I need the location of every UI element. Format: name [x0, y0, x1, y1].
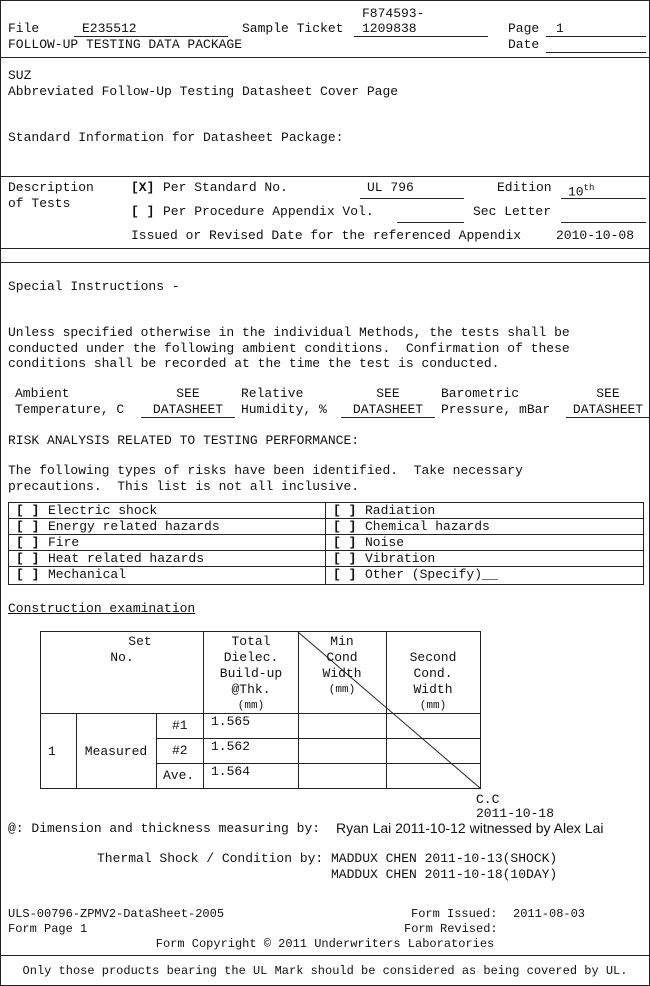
risk-label: Heat related hazards: [48, 551, 205, 566]
col-second-header: Cond.: [413, 666, 453, 681]
form-page: Form Page 1: [8, 922, 88, 936]
col-second-unit: (mm): [419, 700, 447, 712]
col-total-header: @Thk.: [231, 682, 271, 697]
standard-value: UL 796: [367, 180, 414, 195]
special-heading: Special Instructions -: [8, 279, 180, 294]
standard-label: Per Standard No.: [163, 180, 288, 195]
procedure-checkbox[interactable]: [ ]: [131, 204, 155, 219]
risk-checkbox[interactable]: [ ]: [333, 519, 357, 534]
risk-intro-2: precautions. This list is not all inclusive.: [8, 479, 360, 494]
ticket-label: Sample Ticket: [242, 21, 344, 36]
risk-checkbox[interactable]: [ ]: [333, 567, 357, 582]
form-issued-label: Form Issued:: [411, 907, 498, 921]
form-revised-label: Form Revised:: [404, 922, 498, 936]
measure-value: Ryan Lai 2011-10-12 witnessed by Alex Lai: [336, 820, 604, 836]
risk-intro-1: The following types of risks have been identified. Take necessary: [8, 463, 523, 478]
procedure-label: Per Procedure Appendix Vol.: [163, 204, 374, 219]
cover-code: SUZ: [8, 68, 32, 83]
doc-id: ULS-00796-ZPMV2-DataSheet-2005: [8, 907, 225, 921]
humidity-label-1: Relative: [241, 386, 304, 401]
pressure-label-2: Pressure, mBar: [441, 402, 551, 417]
issued-value: 2010-10-08: [556, 228, 635, 243]
col-set-header-2: No.: [110, 650, 134, 665]
temp-label-2: Temperature, C: [15, 402, 125, 417]
col-min-header: Cond: [326, 650, 358, 665]
col-total-header: Dielec.: [223, 650, 279, 665]
col-total-header: Build-up: [219, 666, 283, 681]
risk-checkbox[interactable]: [ ]: [16, 567, 40, 582]
col-min-header: Width: [322, 666, 362, 681]
ticket-value: 1209838: [362, 21, 417, 36]
col-second-header: Width: [413, 682, 453, 697]
risk-checkbox[interactable]: [ ]: [333, 551, 357, 566]
construction-heading: Construction examination: [8, 601, 196, 616]
edition-label: Edition: [497, 180, 552, 195]
ul-notice: Only those products bearing the UL Mark should be considered as being covered by UL.: [22, 964, 628, 978]
thermal-line-1: MADDUX CHEN 2011-10-13(SHOCK): [331, 851, 558, 866]
row-label: Ave.: [163, 768, 195, 783]
thermal-line-2: MADDUX CHEN 2011-10-18(10DAY): [331, 867, 558, 882]
measured-label: Measured: [84, 744, 148, 759]
issued-label: Issued or Revised Date for the referenced Appendix: [131, 228, 522, 243]
special-line-3: conditions shall be recorded at the time the test is conducted.: [8, 356, 500, 371]
temp-label-1: Ambient: [15, 386, 70, 401]
humidity-label-2: Humidity, %: [241, 402, 327, 417]
col-total-header: Total: [231, 634, 271, 649]
risk-checkbox[interactable]: [ ]: [16, 535, 40, 550]
risk-label: Energy related hazards: [48, 519, 220, 534]
thermal-label: Thermal Shock / Condition by:: [97, 851, 324, 866]
annotation-date: 2011-10-18: [476, 806, 555, 821]
copyright: Form Copyright © 2011 Underwriters Laboratories: [155, 937, 495, 951]
row-label: #2: [172, 743, 188, 758]
risk-label: Chemical hazards: [365, 519, 490, 534]
annotation-initials: C.C: [476, 792, 500, 807]
temp-value-1: SEE: [176, 386, 200, 401]
file-value: E235512: [82, 21, 137, 36]
pressure-label-1: Barometric: [441, 386, 520, 401]
date-label: Date: [508, 37, 540, 52]
pressure-value-2: DATASHEET: [572, 402, 644, 417]
measure-label: @: Dimension and thickness measuring by:: [8, 821, 321, 836]
row-value: 1.565: [211, 714, 251, 729]
risk-label: Vibration: [365, 551, 436, 566]
risk-checkbox[interactable]: [ ]: [16, 503, 40, 518]
col-min-header: Min: [330, 634, 354, 649]
risk-label: Electric shock: [48, 503, 158, 518]
ticket-top: F874593-: [362, 6, 425, 21]
risk-checkbox[interactable]: [ ]: [333, 535, 357, 550]
page-label: Page: [508, 21, 540, 36]
desc-label-1: Description: [8, 180, 94, 195]
risk-checkbox[interactable]: [ ]: [16, 519, 40, 534]
edition-value: 10th: [568, 183, 595, 200]
row-value: 1.564: [211, 764, 251, 779]
row-label: #1: [172, 718, 188, 733]
risk-checkbox[interactable]: [ ]: [333, 503, 357, 518]
humidity-value-2: DATASHEET: [352, 402, 424, 417]
special-line-1: Unless specified otherwise in the individual Methods, the tests shall be: [8, 325, 570, 340]
col-min-unit: (mm): [328, 684, 356, 696]
page-value: 1: [556, 21, 564, 36]
cover-title: Abbreviated Follow-Up Testing Datasheet Cover Page: [8, 84, 399, 99]
risk-label: Fire: [48, 535, 80, 550]
desc-label-2: of Tests: [8, 196, 71, 211]
row-value: 1.562: [211, 739, 251, 754]
risk-checkbox[interactable]: [ ]: [16, 551, 40, 566]
special-line-2: conducted under the following ambient conditions. Confirmation of these: [8, 341, 570, 356]
risk-label: Mechanical: [48, 567, 127, 582]
file-label: File: [8, 21, 40, 36]
humidity-value-1: SEE: [376, 386, 400, 401]
col-second-header: Second: [409, 650, 457, 665]
standard-info-heading: Standard Information for Datasheet Package:: [8, 130, 344, 145]
pressure-value-1: SEE: [596, 386, 620, 401]
risk-heading: RISK ANALYSIS RELATED TO TESTING PERFORMANCE:: [8, 433, 360, 448]
footer-divider: [0, 955, 650, 956]
set-number: 1: [48, 744, 56, 759]
temp-value-2: DATASHEET: [152, 402, 224, 417]
standard-checkbox[interactable]: [X]: [131, 180, 155, 195]
risk-label: Noise: [365, 535, 405, 550]
risk-label: Radiation: [365, 503, 436, 518]
risk-label: Other (Specify)__: [365, 567, 498, 582]
col-set-header-1: Set: [128, 634, 152, 649]
sec-letter-label: Sec Letter: [473, 204, 552, 219]
package-title: FOLLOW-UP TESTING DATA PACKAGE: [8, 37, 243, 52]
form-issued-value: 2011-08-03: [513, 907, 586, 921]
col-total-unit: (mm): [237, 700, 265, 712]
